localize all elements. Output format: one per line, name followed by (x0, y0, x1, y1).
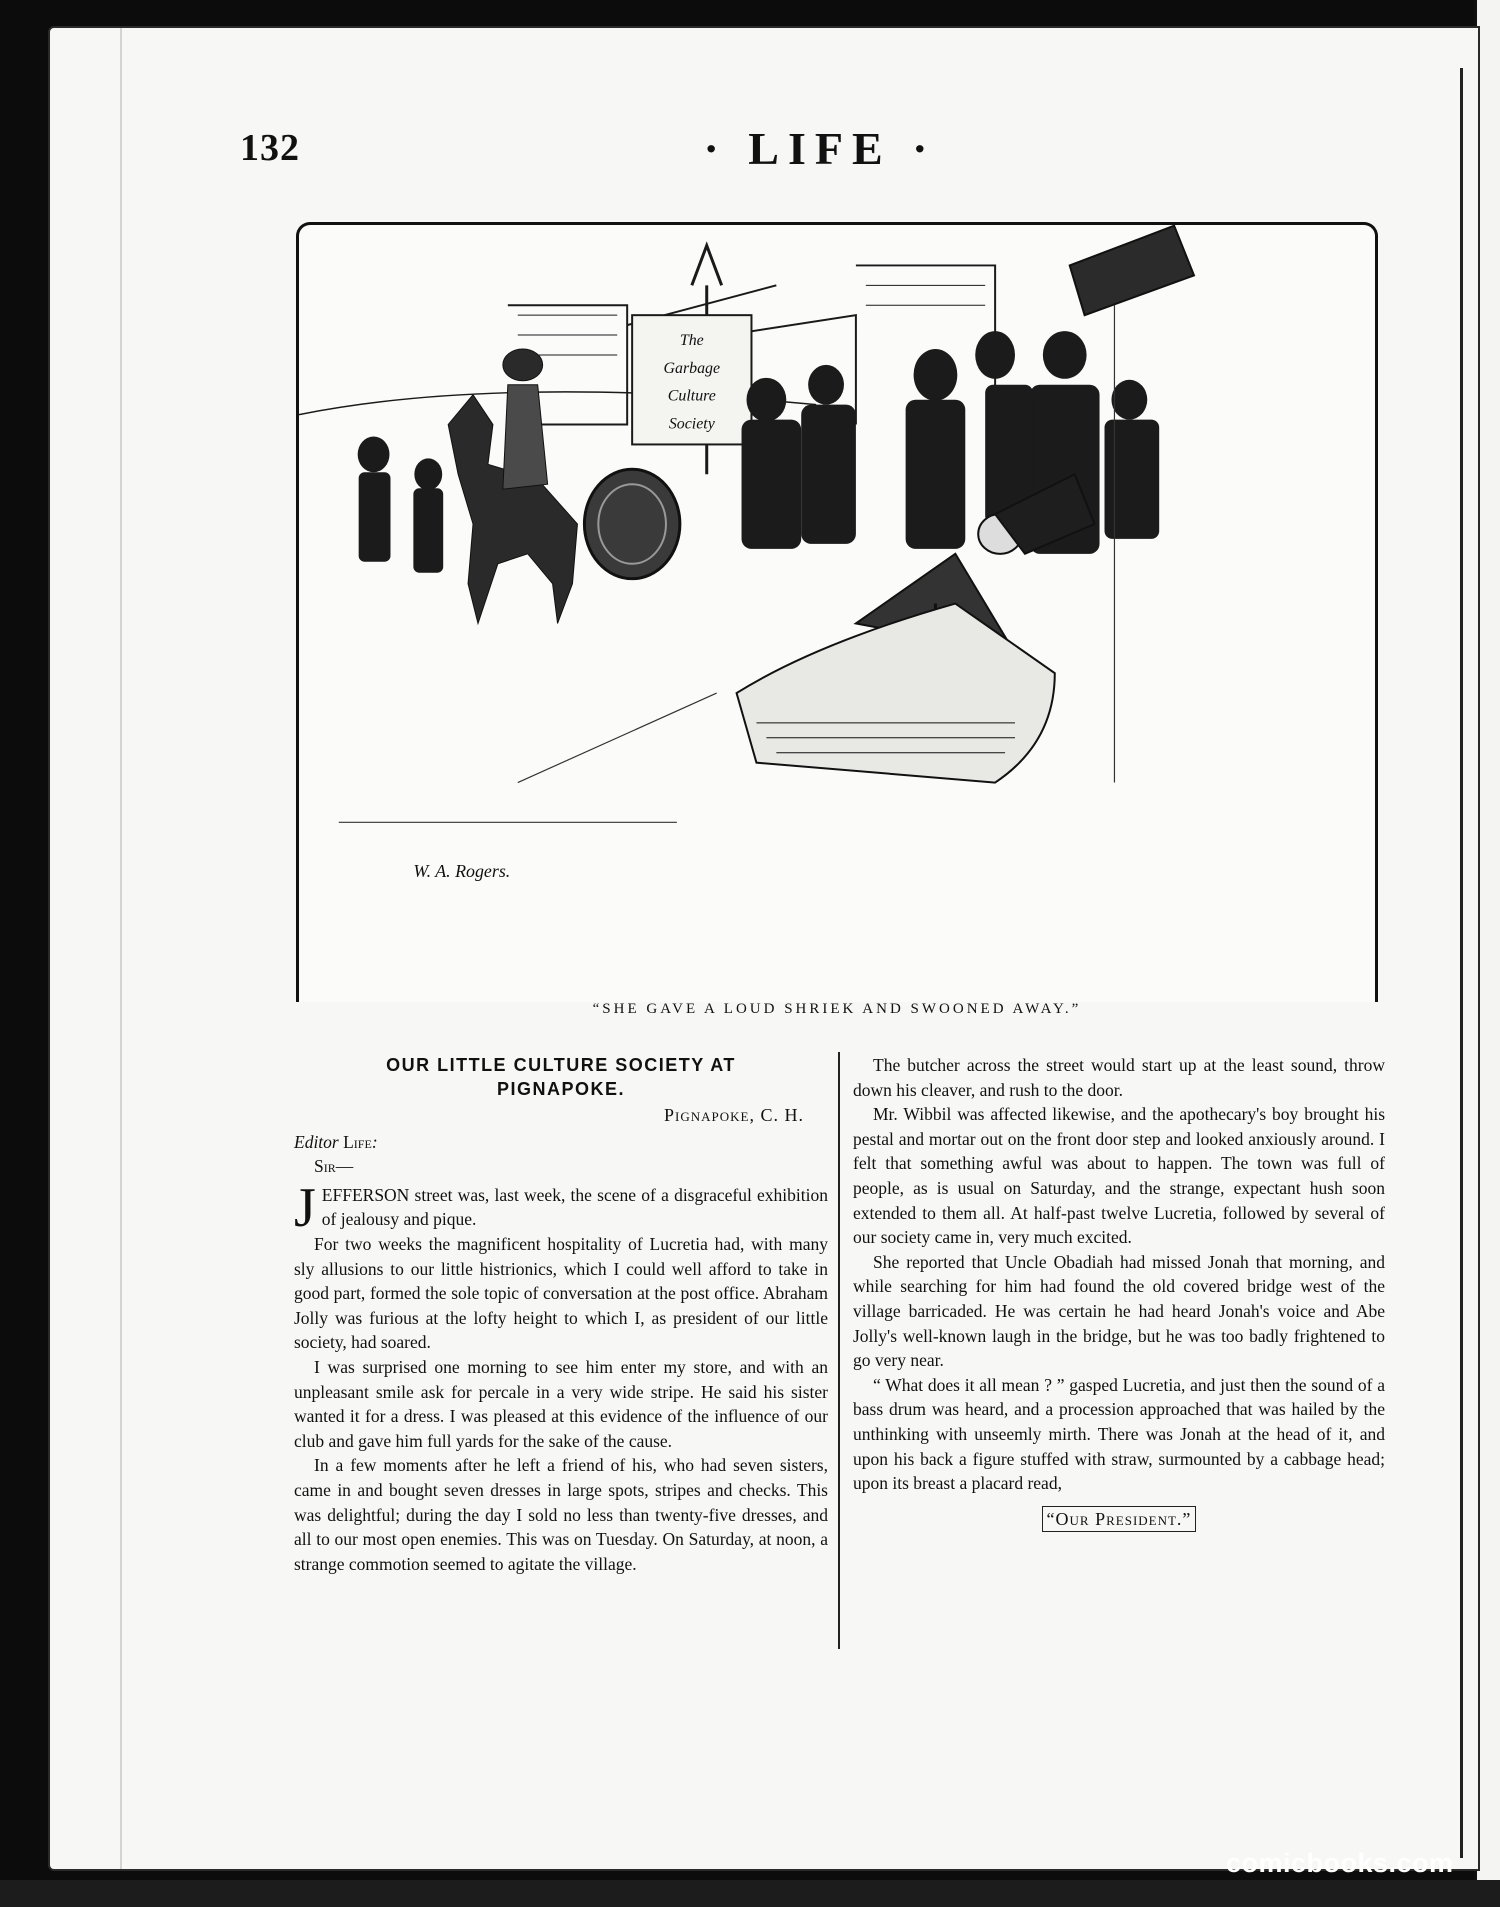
paragraph-7: She reported that Uncle Obadiah had missed Jonah that morning, and while searching for him had found the old covered bridge west of the village barricaded. He was certain he had heard Jonah's voice and Abe Jolly's well-known laugh in the bridge, but he was too badly frightened to go very near. (853, 1251, 1385, 1371)
scan-bottom-strip (0, 1880, 1500, 1907)
paragraph-3: I was surprised one morning to see him enter my store, and with an unpleasant smile ask for percale in a very wide stripe. He said his sister wanted it for a dress. I was pleased at this evidence of the influence of our club and gave him full yards for the sake of the cause. (294, 1356, 828, 1451)
placard-text: “Our President.” (1042, 1506, 1197, 1533)
salutation: Sir— (314, 1156, 354, 1177)
paragraph-1 (294, 1176, 828, 1239)
masthead-title: · LIFE · (703, 123, 937, 174)
banner-line-1: The (679, 331, 704, 349)
placard-box (853, 1506, 1385, 1533)
paragraph-8: “ What does it all mean ? ” gasped Lucretia, and just then the sound of a bass drum was heard, and a procession approached that was hailed by the unthinking with unseemly mirth. There was Jonah at the head of it, and upon his back a figure stuffed with straw, surmounted by a cabbage head; upon its breast a placard read, (853, 1374, 1385, 1494)
drop-cap: J (294, 1176, 316, 1239)
article-dateline: Pignapoke, C. H. (664, 1105, 804, 1125)
banner-line-4: Society (668, 415, 715, 433)
editor-address: Editor Life: (294, 1131, 378, 1152)
editor-target: Life (343, 1131, 372, 1152)
paragraph-1-text: EFFERSON street was, last week, the scene of a disgraceful exhibition of jealousy and pique. (321, 1184, 828, 1230)
article-column-left (294, 1053, 828, 1576)
paragraph-4: In a few moments after he left a friend of his, who had seven sisters, came in and bought seven dresses in large spots, stripes and checks. This was delightful; during the day I sold no less than twenty-five dresses, and all to our most open enemies. This was on Tuesday. On Saturday, at noon, a strange commotion seemed to agitate the village. (294, 1455, 828, 1574)
paragraph-2: For two weeks the magnificent hospitality of Lucretia had, with many sly allusions to our little histrionics, which I could well afford to take in good part, formed the sole topic of conversation at the post office. Abraham Jolly was furious at the lofty height to which I, as president of our little society, had soared. (294, 1233, 828, 1353)
engraving-illustration (296, 222, 1378, 1002)
paragraph-6: Mr. Wibbil was affected likewise, and the apothecary's boy brought his pestal and mortar out on the front door step and looked anxiously around. I felt that something awful was about to happen. The town was full of people, as is usual on Saturday, and the strange, expectant hush soon extended to them all. At half-past twelve Lucretia, followed by several of our society came in, very much excited. (853, 1104, 1385, 1248)
banner-line-3: Culture (667, 387, 716, 405)
column-divider (838, 1052, 840, 1649)
banner-line-2: Garbage (663, 359, 721, 377)
page-spine-line (1460, 68, 1463, 1858)
article-column-right (853, 1053, 1385, 1532)
site-watermark: comicbooks.com (1226, 1848, 1454, 1878)
illustration-caption: “SHE GAVE A LOUD SHRIEK AND SWOONED AWAY.” (592, 1001, 1082, 1017)
paragraph-5: The butcher across the street would start up at the least sound, throw down his cleaver, and rush to the door. (853, 1055, 1385, 1100)
illustration-drawing (299, 225, 1375, 1002)
artist-signature: W. A. Rogers. (413, 861, 511, 882)
page-gutter-line (120, 28, 122, 1871)
article-title: OUR LITTLE CULTURE SOCIETY AT PIGNAPOKE. (386, 1055, 736, 1099)
editor-label: Editor (294, 1131, 339, 1152)
page-number: 132 (240, 127, 300, 169)
